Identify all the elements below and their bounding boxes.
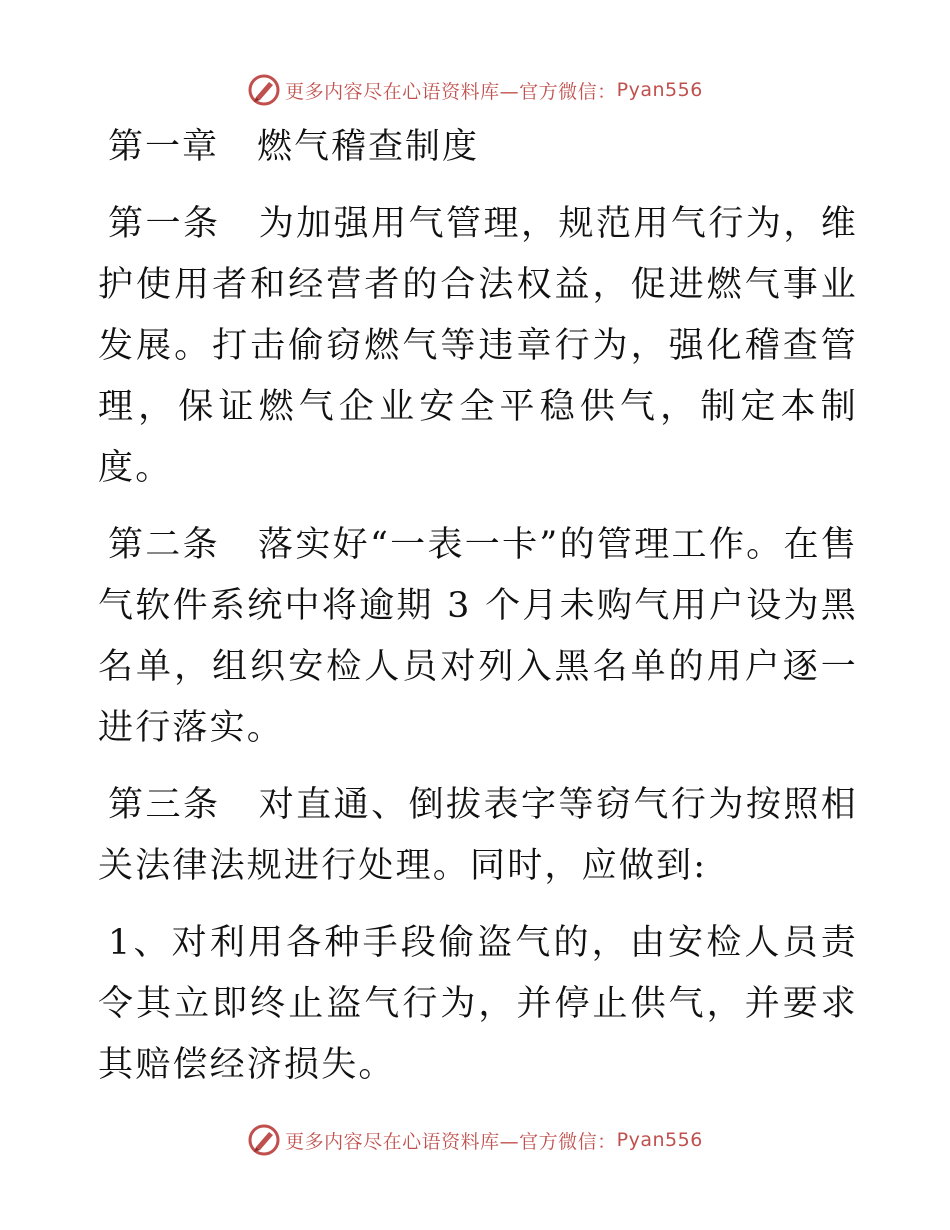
document-body — [98, 122, 858, 1112]
list-item-1 — [98, 913, 858, 1096]
article-3 — [98, 775, 858, 897]
article-1 — [98, 194, 858, 499]
watermark-wechat-id: Pyan556 — [616, 1129, 703, 1151]
article-text: 落实好“一表一卡”的管理工作。在售气软件系统中将逾期 3 个月未购气用户设为黑名单，组织安检人员对列入黑名单的用户逐一进行落实。 — [98, 525, 858, 748]
chapter-title: 第一章 — [108, 127, 220, 167]
pen-logo-icon — [247, 73, 281, 107]
article-text: 对直通、倒拔表字等窃气行为按照相关法律法规进行处理。同时，应做到: — [98, 785, 858, 886]
watermark-header — [0, 70, 950, 110]
watermark-text: 更多内容尽在心语资料库—官方微信： — [285, 1130, 617, 1153]
pen-logo-icon — [247, 1123, 281, 1157]
article-text: 为加强用气管理，规范用气行为，维护使用者和经营者的合法权益，促进燃气事业发展。打击偷窃燃气等违章行为，强化稽查管理，保证燃气企业安全平稳供气，制定本制度。 — [98, 204, 858, 488]
article-label: 第一条 — [108, 204, 221, 244]
watermark-wechat-id: Pyan556 — [616, 79, 703, 101]
article-label: 第三条 — [108, 785, 221, 825]
chapter-name: 燃气稽查制度 — [257, 127, 480, 167]
article-2 — [98, 515, 858, 759]
chapter-heading — [98, 122, 858, 172]
watermark-footer — [0, 1120, 950, 1160]
article-label: 第二条 — [108, 525, 220, 565]
watermark-text: 更多内容尽在心语资料库—官方微信： — [285, 80, 617, 103]
list-item-text: 1、对利用各种手段偷盗气的，由安检人员责令其立即终止盗气行为，并停止供气，并要求其赔偿经济损失。 — [98, 923, 858, 1085]
